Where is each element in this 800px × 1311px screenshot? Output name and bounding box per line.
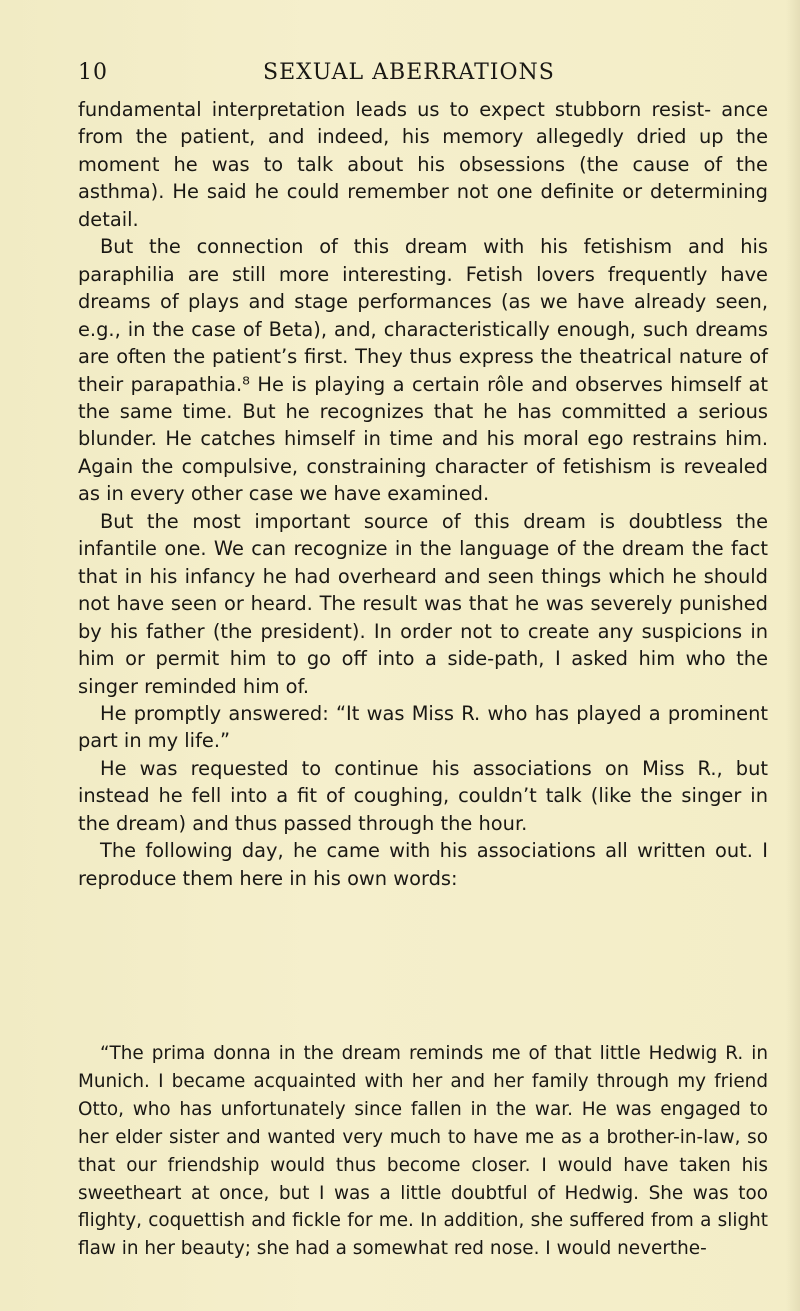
quote-paragraph: “The prima donna in the dream reminds me of that little Hedwig R. in Munich. I became acquainted with her and her family through my friend Otto, who has unfortunately since fallen in the war. He was engaged to her elder sister and wanted very much to have me as a brother-in-law, so that our friendship would thus become closer. I would have taken his sweetheart at once, but I was a little doubtful of Hedwig. She was too flighty, coquettish and fickle for me. In addition, she suffered from a slight flaw in her beauty; she had a somewhat red nose. I would neverthe- <box>78 1043 768 1260</box>
paragraph: The following day, he came with his associations all written out. I reproduce them here in his own words: <box>78 839 768 890</box>
page-header <box>78 60 758 90</box>
paragraph-continuation: fundamental interpretation leads us to expect stubborn resist- ance from the patient, and indeed, his memory allegedly dried up the moment he was to talk about his obsessions (the cause of the asthma). He said he could remember not one definite or determining detail. <box>78 98 768 231</box>
paragraph: But the most important source of this dream is doubtless the infantile one. We can recognize in the language of the dream the fact that in his infancy he had overheard and seen things which he should not have seen or heard. The result was that he was severely punished by his father (the president). In order not to create any suspicions in him or permit him to go off into a side-path, I asked him who the singer reminded him of. <box>78 509 768 698</box>
page-number: 10 <box>78 60 108 85</box>
body-text <box>78 96 768 892</box>
page-edge-shadow <box>786 0 800 1311</box>
paragraph: But the connection of this dream with his fetishism and his paraphilia are still more interesting. Fetish lovers frequently have dreams of plays and stage performances (as we have already seen, e.g., in the case of Beta), and, characteristically enough, such dreams are often the patient’s first. They thus express the theatrical nature of their parapathia.⁸ He is playing a certain rôle and observes himself at the same time. But he recognizes that he has committed a serious blunder. He catches himself in time and his moral ego restrains him. Again the compulsive, constraining character of fetishism is revealed as in every other case we have examined. <box>78 235 768 506</box>
paragraph: He was requested to continue his associations on Miss R., but instead he fell into a fit of coughing, couldn’t talk (like the singer in the dream) and thus passed through the hour. <box>78 756 768 835</box>
quoted-associations <box>78 1040 768 1263</box>
running-head: SEXUAL ABERRATIONS <box>263 60 555 85</box>
paragraph: He promptly answered: “It was Miss R. who has played a prominent part in my life.” <box>78 701 768 753</box>
